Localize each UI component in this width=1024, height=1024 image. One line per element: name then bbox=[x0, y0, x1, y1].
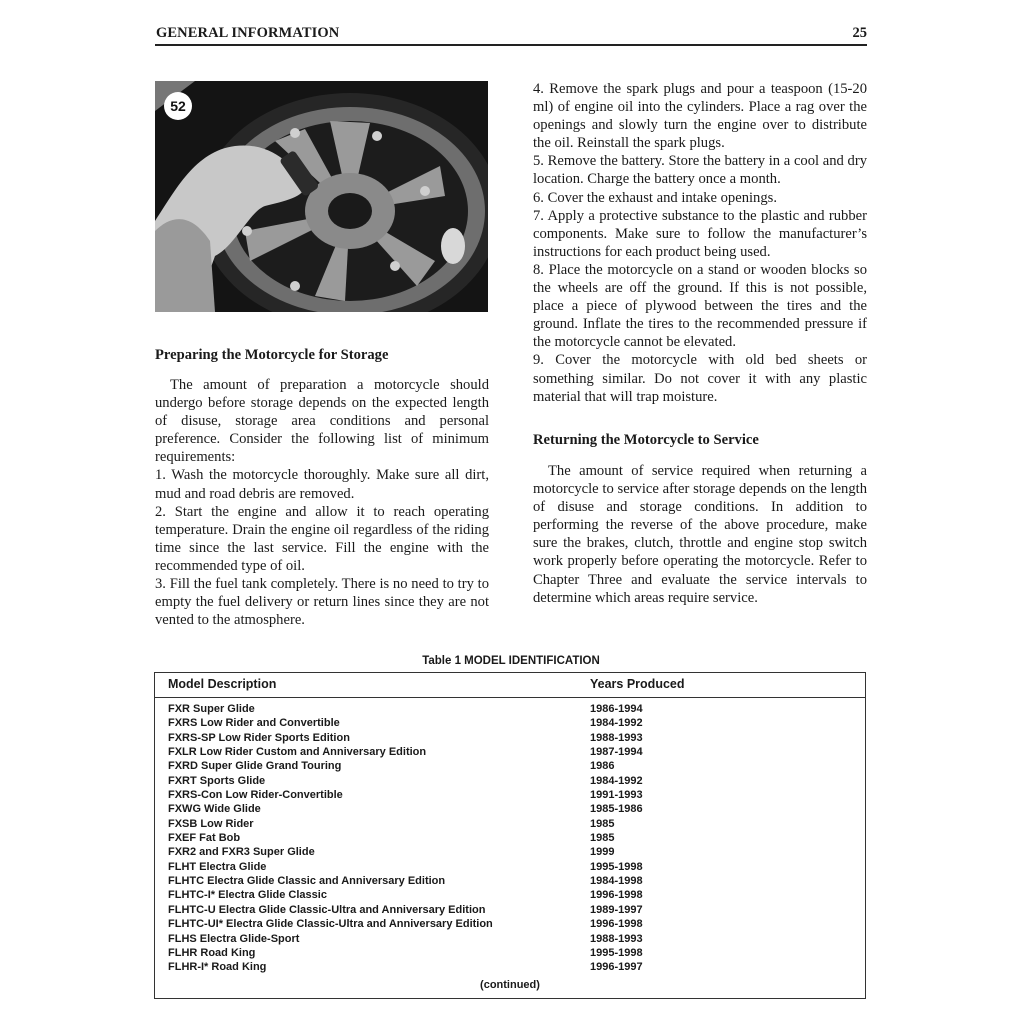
table-row bbox=[155, 888, 865, 902]
model-cell: FLHTC-UI* Electra Glide Classic-Ultra and Anniversary Edition bbox=[168, 918, 493, 931]
model-cell: FXEF Fat Bob bbox=[168, 832, 241, 845]
years-cell: 1984-1992 bbox=[590, 774, 643, 787]
years-cell: 1996-1998 bbox=[590, 918, 643, 931]
years-cell: 1996-1998 bbox=[590, 889, 643, 902]
model-cell: FXR2 and FXR3 Super Glide bbox=[168, 846, 315, 859]
table-row bbox=[155, 702, 865, 716]
table-header bbox=[155, 673, 865, 698]
figure-number-badge: 52 bbox=[164, 92, 192, 120]
right-column bbox=[533, 80, 867, 406]
table-continued-note: (continued) bbox=[480, 979, 540, 991]
wheel-hub-illustration bbox=[155, 81, 488, 312]
running-header bbox=[155, 24, 867, 46]
table-row bbox=[155, 946, 865, 960]
storage-step-2: 2. Start the engine and allow it to reach operating temperature. Drain the engine oil regardless of the riding time since the last service. Fill the engine with the recommended type of oil. bbox=[155, 503, 489, 574]
model-cell: FLHS Electra Glide-Sport bbox=[168, 932, 300, 945]
model-identification-table bbox=[154, 672, 866, 999]
service-heading: Returning the Motorcycle to Service bbox=[533, 432, 759, 448]
model-cell: FLHT Electra Glide bbox=[168, 860, 267, 873]
years-cell: 1985 bbox=[590, 817, 615, 830]
table-row bbox=[155, 960, 865, 974]
column-header-years: Years Produced bbox=[590, 677, 685, 691]
table-row bbox=[155, 903, 865, 917]
table-row bbox=[155, 759, 865, 773]
model-cell: FXRS-SP Low Rider Sports Edition bbox=[168, 731, 350, 744]
storage-step-9: 9. Cover the motorcycle with old bed sheets or something similar. Do not cover it with any plastic material that will trap moisture. bbox=[533, 352, 867, 405]
table-row bbox=[155, 731, 865, 745]
table-title: Table 1 MODEL IDENTIFICATION bbox=[422, 655, 600, 667]
model-cell: FXWG Wide Glide bbox=[168, 803, 261, 816]
model-cell: FLHR-I* Road King bbox=[168, 961, 267, 974]
years-cell: 1996-1997 bbox=[590, 961, 643, 974]
model-cell: FXRD Super Glide Grand Touring bbox=[168, 760, 342, 773]
storage-step-8: 8. Place the motorcycle on a stand or wooden blocks so the wheels are off the ground. If this is not possible, place a piece of plywood between the tires and the ground. Inflate the tires to the recommended pressure if the motorcycle cannot be elevated. bbox=[533, 261, 867, 351]
model-cell: FXRS Low Rider and Convertible bbox=[168, 717, 340, 730]
left-column bbox=[155, 346, 489, 364]
model-cell: FXSB Low Rider bbox=[168, 817, 254, 830]
table-row bbox=[155, 932, 865, 946]
table-row bbox=[155, 831, 865, 845]
years-cell: 1987-1994 bbox=[590, 746, 643, 759]
table-body bbox=[155, 702, 865, 975]
model-cell: FXLR Low Rider Custom and Anniversary Edition bbox=[168, 746, 427, 759]
years-cell: 1989-1997 bbox=[590, 903, 643, 916]
table-row bbox=[155, 745, 865, 759]
years-cell: 1988-1993 bbox=[590, 731, 643, 744]
model-cell: FLHTC Electra Glide Classic and Anniversary Edition bbox=[168, 875, 446, 888]
model-cell: FXR Super Glide bbox=[168, 703, 255, 715]
page-number: 25 bbox=[852, 25, 867, 41]
storage-step-1: 1. Wash the motorcycle thoroughly. Make sure all dirt, mud and road debris are removed. bbox=[155, 467, 489, 502]
column-header-model: Model Description bbox=[168, 677, 277, 691]
service-body: The amount of service required when returning a motorcycle to service after storage depends on the length of disuse and storage conditions. In addition to performing the reverse of the above procedure, make sure the brakes, clutch, throttle and engine stop switch work properly before operating the motorcycle. Refer to Chapter Three and evaluate the service intervals to determine which areas require service. bbox=[533, 463, 867, 606]
years-cell: 1984-1992 bbox=[590, 717, 643, 730]
years-cell: 1988-1993 bbox=[590, 932, 643, 945]
model-cell: FLHTC-I* Electra Glide Classic bbox=[168, 889, 327, 902]
table-row bbox=[155, 874, 865, 888]
model-cell: FLHR Road King bbox=[168, 946, 256, 959]
table-row bbox=[155, 716, 865, 730]
model-cell: FXRT Sports Glide bbox=[168, 774, 266, 787]
storage-step-4: 4. Remove the spark plugs and pour a teaspoon (15-20 ml) of engine oil into the cylinders. Place a rag over the openings and slowly turn the engine over to distribute the oil. Reinstall the spark plugs. bbox=[533, 81, 867, 152]
model-cell: FXRS-Con Low Rider-Convertible bbox=[168, 789, 343, 802]
years-cell: 1985 bbox=[590, 832, 615, 845]
storage-intro: The amount of preparation a motorcycle should undergo before storage depends on the expected length of disuse, storage area conditions and personal preference. Consider the following list of minimum requirements: bbox=[155, 377, 489, 466]
storage-step-7: 7. Apply a protective substance to the plastic and rubber components. Make sure to follow the manufacturer’s instructions for each product being used. bbox=[533, 207, 867, 260]
figure-photo bbox=[155, 81, 488, 312]
years-cell: 1986-1994 bbox=[590, 703, 643, 715]
years-cell: 1986 bbox=[590, 760, 615, 773]
years-cell: 1991-1993 bbox=[590, 789, 643, 802]
storage-step-3: 3. Fill the fuel tank completely. There is no need to try to empty the fuel delivery or return lines since they are not vented to the atmosphere. bbox=[155, 576, 489, 629]
model-cell: FLHTC-U Electra Glide Classic-Ultra and Anniversary Edition bbox=[168, 903, 486, 916]
table-row bbox=[155, 860, 865, 874]
table-row bbox=[155, 845, 865, 859]
storage-step-6: 6. Cover the exhaust and intake openings. bbox=[533, 189, 777, 206]
service-body-block bbox=[533, 462, 867, 607]
storage-step-5: 5. Remove the battery. Store the battery in a cool and dry location. Charge the battery once a month. bbox=[533, 153, 867, 188]
years-cell: 1999 bbox=[590, 846, 615, 859]
years-cell: 1985-1986 bbox=[590, 803, 643, 816]
table-row bbox=[155, 817, 865, 831]
table-row bbox=[155, 788, 865, 802]
service-section bbox=[533, 431, 867, 449]
storage-section bbox=[155, 376, 489, 629]
section-title: GENERAL INFORMATION bbox=[156, 25, 340, 41]
table-row bbox=[155, 917, 865, 931]
years-cell: 1995-1998 bbox=[590, 860, 643, 873]
storage-heading: Preparing the Motorcycle for Storage bbox=[155, 347, 389, 363]
years-cell: 1995-1998 bbox=[590, 946, 643, 959]
years-cell: 1984-1998 bbox=[590, 875, 643, 888]
table-row bbox=[155, 802, 865, 816]
table-row bbox=[155, 774, 865, 788]
